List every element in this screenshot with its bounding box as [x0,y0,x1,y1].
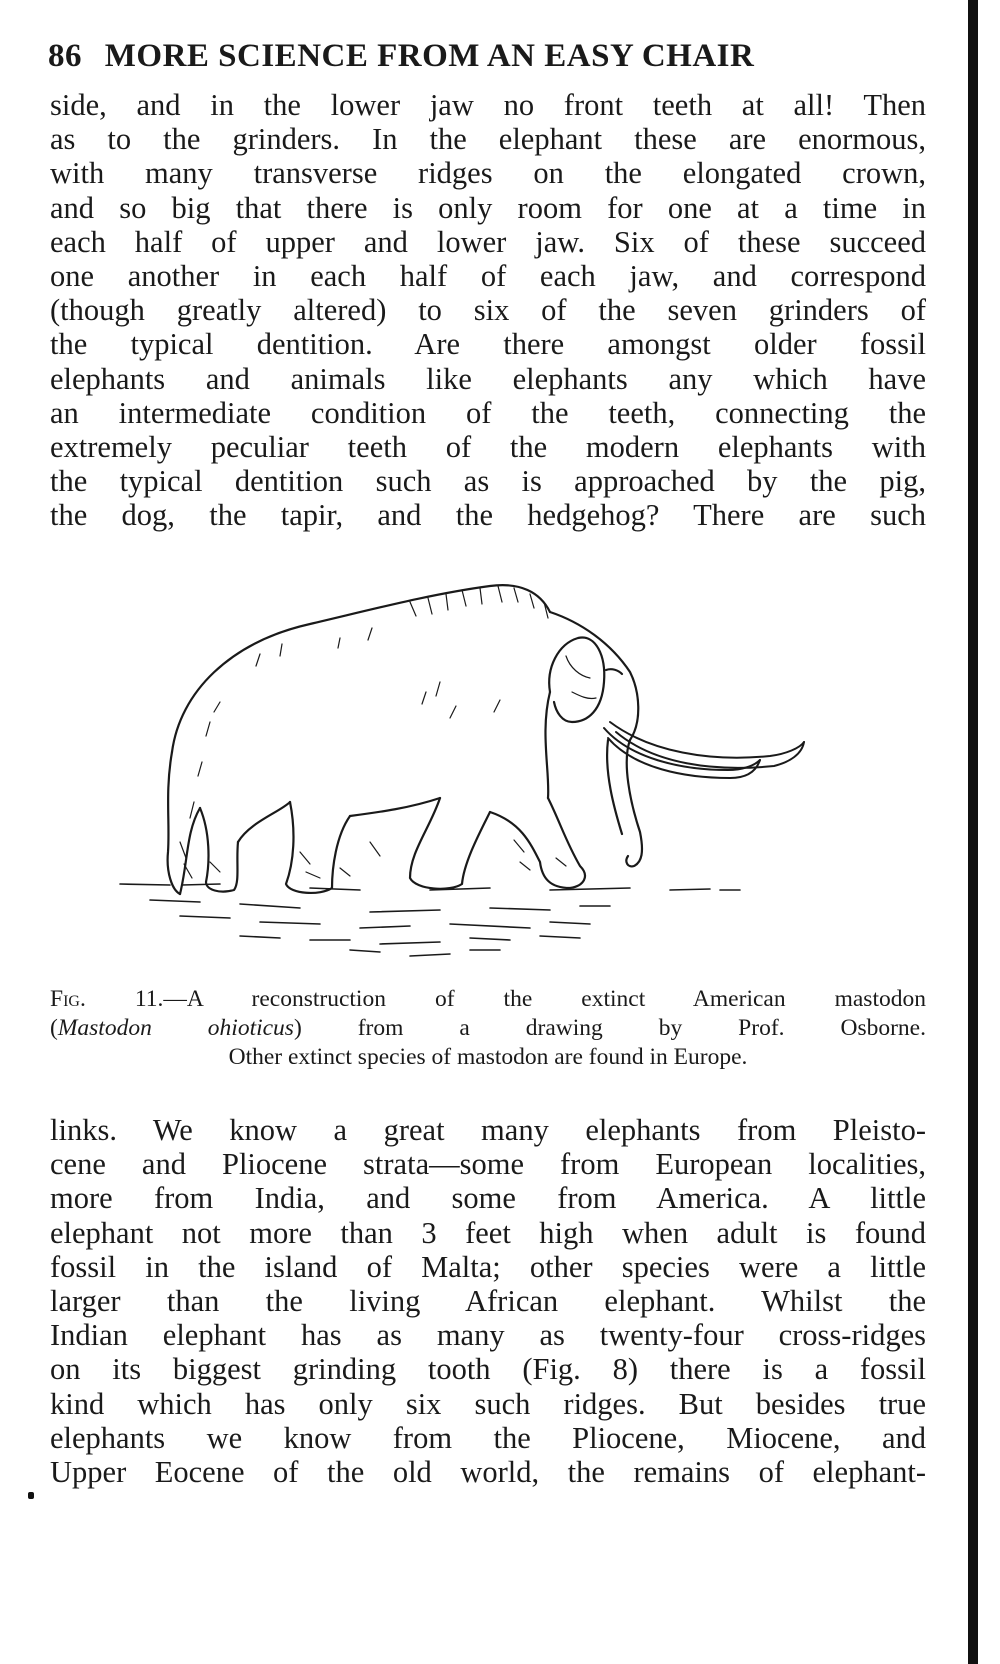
running-title: MORE SCIENCE FROM AN EASY CHAIR [104,38,755,74]
text-line: Upper Eocene of the old world, the remains of elephant- [50,1454,926,1489]
paragraph-1 [50,88,926,532]
page-binding-edge [968,0,978,1664]
page-number: 86 [48,38,82,74]
mastodon-figure [110,572,830,972]
text-line: one another in each half of each jaw, and correspond [50,258,926,293]
text-line: the typical dentition such as is approached by the pig, [50,464,926,499]
text-line: kind which has only six such ridges. But besides true [50,1386,926,1421]
text-line: extremely peculiar teeth of the modern elephants with [50,429,926,464]
text-line: fossil in the island of Malta; other species were a little [50,1249,926,1284]
caption-line-2: ) from a drawing by Prof. Osborne. [293,1015,926,1041]
text-line: more from India, and some from America. A little [50,1181,926,1216]
ground-lines [120,884,740,956]
text-line: the dog, the tapir, and the hedgehog? There are such [50,498,926,533]
text-line: links. We know a great many elephants from Pleisto- [50,1113,926,1147]
text-line: elephants we know from the Pliocene, Miocene, and [50,1420,926,1455]
mastodon-body [168,585,585,894]
mastodon-head [549,612,642,866]
text-line: each half of upper and lower jaw. Six of these succeed [50,224,926,259]
text-line: an intermediate condition of the teeth, connecting the [50,395,926,430]
text-line: with many transverse ridges on the elongated crown, [50,156,926,191]
paragraph-2 [50,1113,926,1489]
figure-caption: Fig. 11.—A reconstruction of the extinct American mastodon (Mastodon ohioticus) from a drawing by Prof. Osborne. Other extinct species of mastodon are found in Europe. [50,986,926,1070]
species-name: Mastodon ohioticus [57,1015,294,1041]
figure-label: Fig. 11. [50,986,164,1012]
text-line: elephants and animals like elephants any which have [50,361,926,396]
text-line: (though greatly altered) to six of the seven grinders of [50,293,926,328]
text-line: side, and in the lower jaw no front teeth at all! Then [50,88,926,122]
text-line: the typical dentition. Are there amongst older fossil [50,327,926,362]
text-line: larger than the living African elephant. Whilst the [50,1283,926,1318]
mastodon-hair [180,586,596,878]
mastodon-illustration-icon [110,572,830,972]
caption-line-3: Other extinct species of mastodon are found in Europe. [228,1044,748,1070]
text-line: on its biggest grinding tooth (Fig. 8) there is a fossil [50,1352,926,1387]
text-line: as to the grinders. In the elephant these are enormous, [50,122,926,157]
running-header [48,38,928,75]
text-line: and so big that there is only room for one at a time in [50,190,926,225]
text-line: Indian elephant has as many as twenty-four cross-ridges [50,1318,926,1353]
margin-mark [28,1492,34,1499]
caption-line-1: —A reconstruction of the extinct American mastodon [163,986,926,1012]
text-line: elephant not more than 3 feet high when adult is found [50,1215,926,1250]
text-line: cene and Pliocene strata—some from European localities, [50,1147,926,1182]
